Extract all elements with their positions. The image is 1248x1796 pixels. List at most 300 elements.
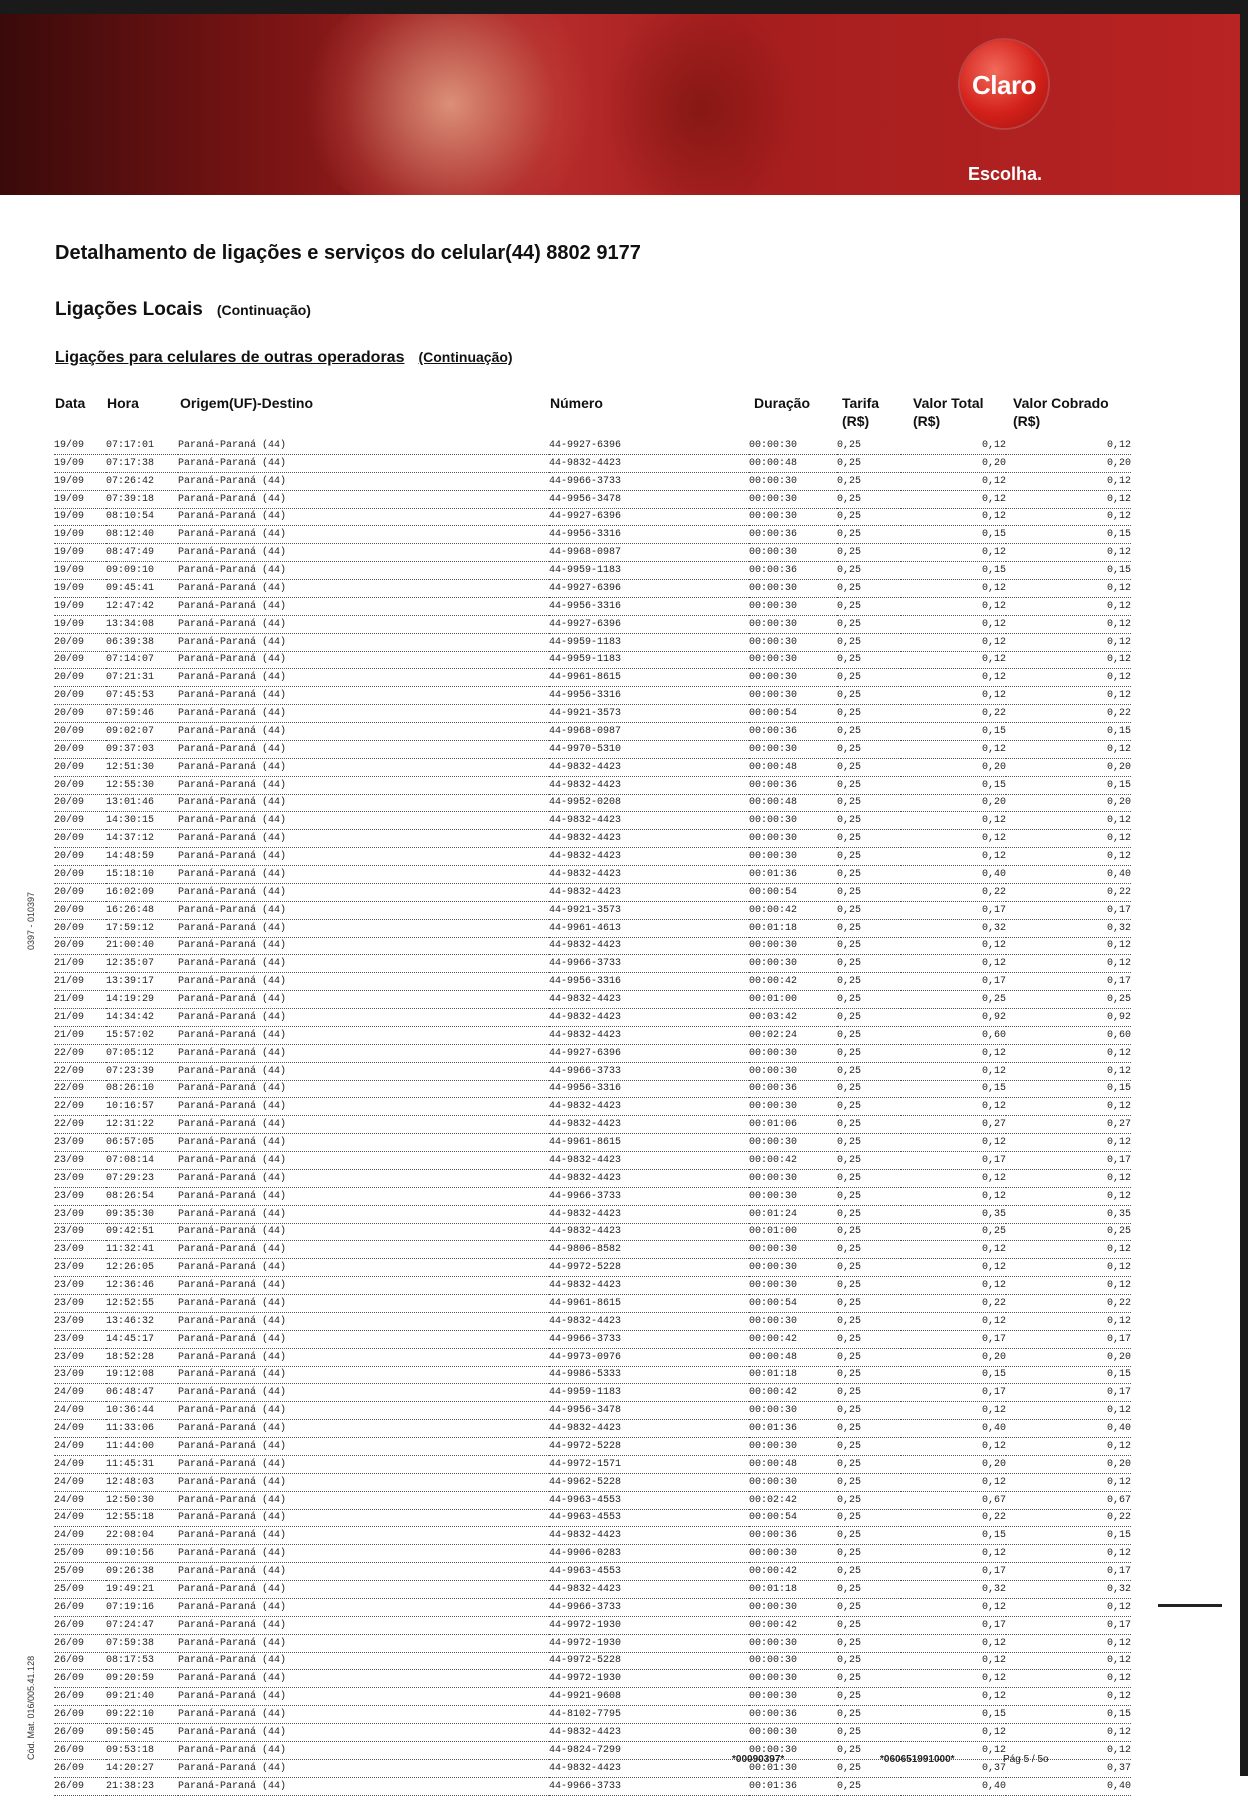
call-total: 0,12: [901, 955, 1006, 973]
call-time: 09:42:51: [106, 1223, 178, 1241]
call-date: 19/09: [54, 597, 106, 615]
call-date: 20/09: [54, 866, 106, 884]
call-origin: Paraná-Paraná (44): [178, 794, 549, 812]
call-charged: 0,40: [1006, 1420, 1131, 1438]
call-duration: 00:00:54: [749, 705, 837, 723]
call-number: 44-9961-8615: [549, 1295, 749, 1313]
top-dark-bar: [0, 0, 1248, 14]
call-date: 26/09: [54, 1652, 106, 1670]
call-rate: 0,25: [837, 1295, 901, 1313]
call-duration: 00:00:30: [749, 1169, 837, 1187]
call-rate: 0,25: [837, 633, 901, 651]
call-total: 0,12: [901, 1473, 1006, 1491]
call-rate: 0,25: [837, 1473, 901, 1491]
call-date: 23/09: [54, 1366, 106, 1384]
call-time: 12:48:03: [106, 1473, 178, 1491]
call-charged: 0,20: [1006, 794, 1131, 812]
call-time: 07:17:38: [106, 454, 178, 472]
table-row: [54, 740, 1131, 758]
call-time: 06:57:05: [106, 1134, 178, 1152]
table-row: [54, 812, 1131, 830]
call-charged: 0,20: [1006, 454, 1131, 472]
call-rate: 0,25: [837, 830, 901, 848]
call-date: 26/09: [54, 1777, 106, 1795]
call-date: 19/09: [54, 544, 106, 562]
call-number: 44-9927-6396: [549, 615, 749, 633]
call-number: 44-9927-6396: [549, 437, 749, 454]
call-total: 0,12: [901, 508, 1006, 526]
call-time: 08:17:53: [106, 1652, 178, 1670]
call-time: 09:21:40: [106, 1688, 178, 1706]
page-number: Pág 5 / 5o: [1003, 1754, 1049, 1765]
call-rate: 0,25: [837, 1724, 901, 1742]
call-date: 23/09: [54, 1134, 106, 1152]
table-row: [54, 1259, 1131, 1277]
call-number: 44-9956-3316: [549, 687, 749, 705]
call-number: 44-9832-4423: [549, 1724, 749, 1742]
call-number: 44-9956-3316: [549, 597, 749, 615]
call-total: 0,12: [901, 1724, 1006, 1742]
call-charged: 0,12: [1006, 437, 1131, 454]
call-duration: 00:00:42: [749, 1330, 837, 1348]
call-charged: 0,17: [1006, 1616, 1131, 1634]
call-date: 19/09: [54, 490, 106, 508]
table-row: [54, 1652, 1131, 1670]
call-number: 44-9972-1571: [549, 1455, 749, 1473]
call-date: 24/09: [54, 1384, 106, 1402]
table-row: [54, 723, 1131, 741]
call-number: 44-9973-0976: [549, 1348, 749, 1366]
call-duration: 00:00:36: [749, 1706, 837, 1724]
call-date: 24/09: [54, 1402, 106, 1420]
call-origin: Paraná-Paraná (44): [178, 866, 549, 884]
call-rate: 0,25: [837, 1259, 901, 1277]
call-duration: 00:00:30: [749, 669, 837, 687]
call-duration: 00:00:30: [749, 1098, 837, 1116]
call-charged: 0,17: [1006, 1152, 1131, 1170]
call-origin: Paraná-Paraná (44): [178, 580, 549, 598]
call-total: 0,12: [901, 597, 1006, 615]
call-total: 0,12: [901, 848, 1006, 866]
call-number: 44-9956-3478: [549, 490, 749, 508]
table-row: [54, 1545, 1131, 1563]
call-charged: 0,12: [1006, 830, 1131, 848]
table-row: [54, 1509, 1131, 1527]
table-row: [54, 1366, 1131, 1384]
call-total: 0,15: [901, 1080, 1006, 1098]
call-number: 44-9832-4423: [549, 1581, 749, 1599]
call-time: 07:19:16: [106, 1598, 178, 1616]
call-total: 0,12: [901, 1134, 1006, 1152]
table-row: [54, 955, 1131, 973]
call-time: 12:55:18: [106, 1509, 178, 1527]
call-time: 14:19:29: [106, 991, 178, 1009]
call-total: 0,12: [901, 633, 1006, 651]
call-total: 0,40: [901, 1777, 1006, 1795]
call-number: 44-9927-6396: [549, 508, 749, 526]
call-rate: 0,25: [837, 1420, 901, 1438]
call-date: 23/09: [54, 1330, 106, 1348]
call-duration: 00:00:30: [749, 615, 837, 633]
call-date: 23/09: [54, 1295, 106, 1313]
table-row: [54, 454, 1131, 472]
call-rate: 0,25: [837, 1759, 901, 1777]
call-date: 20/09: [54, 687, 106, 705]
call-rate: 0,25: [837, 901, 901, 919]
call-origin: Paraná-Paraná (44): [178, 1384, 549, 1402]
call-number: 44-9824-7299: [549, 1741, 749, 1759]
call-charged: 0,12: [1006, 1670, 1131, 1688]
call-rate: 0,25: [837, 1134, 901, 1152]
table-row: [54, 919, 1131, 937]
call-charged: 0,12: [1006, 651, 1131, 669]
table-row: [54, 1563, 1131, 1581]
col-header-charged: Valor Cobrado (R$): [1013, 395, 1109, 429]
call-charged: 0,12: [1006, 669, 1131, 687]
call-total: 0,12: [901, 812, 1006, 830]
table-row: [54, 1241, 1131, 1259]
call-date: 20/09: [54, 830, 106, 848]
call-number: 44-9832-4423: [549, 1527, 749, 1545]
call-time: 07:26:42: [106, 472, 178, 490]
call-total: 0,12: [901, 1312, 1006, 1330]
call-date: 26/09: [54, 1616, 106, 1634]
call-time: 19:49:21: [106, 1581, 178, 1599]
call-rate: 0,25: [837, 776, 901, 794]
call-rate: 0,25: [837, 1312, 901, 1330]
call-total: 0,20: [901, 794, 1006, 812]
call-total: 0,12: [901, 1438, 1006, 1456]
call-origin: Paraná-Paraná (44): [178, 1187, 549, 1205]
call-number: 44-9959-1183: [549, 562, 749, 580]
call-charged: 0,17: [1006, 1563, 1131, 1581]
call-number: 44-9959-1183: [549, 1384, 749, 1402]
call-rate: 0,25: [837, 1062, 901, 1080]
table-row: [54, 490, 1131, 508]
table-row: [54, 615, 1131, 633]
call-date: 22/09: [54, 1080, 106, 1098]
call-duration: 00:00:42: [749, 973, 837, 991]
call-duration: 00:00:30: [749, 437, 837, 454]
call-date: 19/09: [54, 472, 106, 490]
call-duration: 00:00:30: [749, 1634, 837, 1652]
call-date: 23/09: [54, 1205, 106, 1223]
call-time: 07:05:12: [106, 1044, 178, 1062]
call-total: 0,15: [901, 1706, 1006, 1724]
call-rate: 0,25: [837, 1545, 901, 1563]
table-row: [54, 562, 1131, 580]
call-time: 13:39:17: [106, 973, 178, 991]
call-number: 44-9956-3316: [549, 526, 749, 544]
call-time: 07:39:18: [106, 490, 178, 508]
call-charged: 0,40: [1006, 1777, 1131, 1795]
call-duration: 00:00:36: [749, 723, 837, 741]
call-total: 0,12: [901, 544, 1006, 562]
call-total: 0,12: [901, 937, 1006, 955]
table-row: [54, 1062, 1131, 1080]
call-total: 0,12: [901, 740, 1006, 758]
call-time: 08:26:54: [106, 1187, 178, 1205]
call-origin: Paraná-Paraná (44): [178, 1241, 549, 1259]
call-origin: Paraná-Paraná (44): [178, 615, 549, 633]
call-rate: 0,25: [837, 1706, 901, 1724]
subsection-label: Ligações para celulares de outras operadoras: [55, 349, 405, 366]
call-rate: 0,25: [837, 651, 901, 669]
call-date: 24/09: [54, 1509, 106, 1527]
call-rate: 0,25: [837, 937, 901, 955]
table-row: [54, 776, 1131, 794]
call-origin: Paraná-Paraná (44): [178, 937, 549, 955]
call-total: 0,20: [901, 758, 1006, 776]
call-number: 44-9986-5333: [549, 1366, 749, 1384]
call-total: 0,20: [901, 1348, 1006, 1366]
table-row: [54, 973, 1131, 991]
call-total: 0,12: [901, 1062, 1006, 1080]
call-date: 20/09: [54, 937, 106, 955]
call-origin: Paraná-Paraná (44): [178, 723, 549, 741]
call-time: 09:50:45: [106, 1724, 178, 1742]
call-rate: 0,25: [837, 1241, 901, 1259]
call-number: 44-9959-1183: [549, 651, 749, 669]
call-duration: 00:00:36: [749, 1527, 837, 1545]
call-duration: 00:00:42: [749, 901, 837, 919]
call-origin: Paraná-Paraná (44): [178, 1134, 549, 1152]
call-number: 44-9966-3733: [549, 1777, 749, 1795]
call-duration: 00:01:36: [749, 866, 837, 884]
call-origin: Paraná-Paraná (44): [178, 1563, 549, 1581]
call-total: 0,12: [901, 1169, 1006, 1187]
call-number: 44-9921-3573: [549, 705, 749, 723]
call-origin: Paraná-Paraná (44): [178, 1348, 549, 1366]
table-row: [54, 1044, 1131, 1062]
table-row: [54, 1009, 1131, 1027]
call-date: 19/09: [54, 454, 106, 472]
call-rate: 0,25: [837, 1205, 901, 1223]
call-origin: Paraná-Paraná (44): [178, 1724, 549, 1742]
call-origin: Paraná-Paraná (44): [178, 1473, 549, 1491]
call-charged: 0,60: [1006, 1026, 1131, 1044]
call-duration: 00:00:36: [749, 526, 837, 544]
call-rate: 0,25: [837, 848, 901, 866]
table-row: [54, 866, 1131, 884]
call-origin: Paraná-Paraná (44): [178, 848, 549, 866]
table-row: [54, 1026, 1131, 1044]
call-time: 09:45:41: [106, 580, 178, 598]
call-date: 21/09: [54, 973, 106, 991]
table-row: [54, 1634, 1131, 1652]
call-duration: 00:00:30: [749, 1724, 837, 1742]
call-origin: Paraná-Paraná (44): [178, 1116, 549, 1134]
call-number: 44-9966-3733: [549, 955, 749, 973]
call-duration: 00:00:30: [749, 1259, 837, 1277]
call-origin: Paraná-Paraná (44): [178, 830, 549, 848]
call-date: 26/09: [54, 1670, 106, 1688]
call-total: 0,22: [901, 705, 1006, 723]
call-duration: 00:00:30: [749, 1402, 837, 1420]
call-number: 44-9921-9608: [549, 1688, 749, 1706]
call-date: 23/09: [54, 1241, 106, 1259]
call-rate: 0,25: [837, 1598, 901, 1616]
call-rate: 0,25: [837, 812, 901, 830]
call-origin: Paraná-Paraná (44): [178, 1366, 549, 1384]
call-charged: 0,12: [1006, 1598, 1131, 1616]
call-charged: 0,12: [1006, 1277, 1131, 1295]
call-number: 44-9921-3573: [549, 901, 749, 919]
call-duration: 00:00:30: [749, 651, 837, 669]
call-duration: 00:00:36: [749, 776, 837, 794]
call-number: 44-9956-3478: [549, 1402, 749, 1420]
call-date: 20/09: [54, 883, 106, 901]
call-rate: 0,25: [837, 794, 901, 812]
call-origin: Paraná-Paraná (44): [178, 526, 549, 544]
table-row: [54, 1420, 1131, 1438]
call-total: 0,12: [901, 1634, 1006, 1652]
call-origin: Paraná-Paraná (44): [178, 1152, 549, 1170]
call-date: 26/09: [54, 1724, 106, 1742]
call-number: 44-9832-4423: [549, 1420, 749, 1438]
call-origin: Paraná-Paraná (44): [178, 1527, 549, 1545]
call-date: 23/09: [54, 1223, 106, 1241]
call-date: 20/09: [54, 669, 106, 687]
call-time: 19:12:08: [106, 1366, 178, 1384]
call-rate: 0,25: [837, 1777, 901, 1795]
margin-code-top: 0397 - 010397: [26, 891, 36, 950]
call-origin: Paraná-Paraná (44): [178, 901, 549, 919]
call-charged: 0,35: [1006, 1205, 1131, 1223]
call-number: 44-9832-4423: [549, 1312, 749, 1330]
call-origin: Paraná-Paraná (44): [178, 1223, 549, 1241]
table-row: [54, 1438, 1131, 1456]
call-time: 12:47:42: [106, 597, 178, 615]
call-origin: Paraná-Paraná (44): [178, 1634, 549, 1652]
call-origin: Paraná-Paraná (44): [178, 1026, 549, 1044]
call-total: 0,12: [901, 1688, 1006, 1706]
call-number: 44-9968-0987: [549, 544, 749, 562]
call-time: 13:46:32: [106, 1312, 178, 1330]
header-banner: [0, 14, 1240, 195]
call-total: 0,12: [901, 1098, 1006, 1116]
call-duration: 00:00:54: [749, 1295, 837, 1313]
call-rate: 0,25: [837, 1366, 901, 1384]
call-number: 44-9832-4423: [549, 812, 749, 830]
call-duration: 00:00:30: [749, 1473, 837, 1491]
call-charged: 0,12: [1006, 1741, 1131, 1759]
call-charged: 0,12: [1006, 1634, 1131, 1652]
claro-logo-icon: [960, 40, 1048, 128]
call-number: 44-9832-4423: [549, 454, 749, 472]
call-origin: Paraná-Paraná (44): [178, 1455, 549, 1473]
table-row: [54, 1312, 1131, 1330]
table-row: [54, 1277, 1131, 1295]
table-row: [54, 1473, 1131, 1491]
call-duration: 00:00:48: [749, 454, 837, 472]
call-time: 12:55:30: [106, 776, 178, 794]
call-number: 44-9972-1930: [549, 1634, 749, 1652]
call-total: 0,12: [901, 1545, 1006, 1563]
brand-slogan: Escolha.: [967, 164, 1043, 184]
call-charged: 0,12: [1006, 1312, 1131, 1330]
call-rate: 0,25: [837, 1044, 901, 1062]
call-date: 20/09: [54, 776, 106, 794]
call-total: 0,15: [901, 1366, 1006, 1384]
call-origin: Paraná-Paraná (44): [178, 991, 549, 1009]
call-rate: 0,25: [837, 723, 901, 741]
call-number: 44-9927-6396: [549, 580, 749, 598]
call-charged: 0,12: [1006, 633, 1131, 651]
call-duration: 00:01:18: [749, 919, 837, 937]
call-time: 11:33:06: [106, 1420, 178, 1438]
call-number: 44-9962-5228: [549, 1473, 749, 1491]
call-total: 0,12: [901, 651, 1006, 669]
call-total: 0,40: [901, 866, 1006, 884]
call-number: 44-9832-4423: [549, 1759, 749, 1777]
call-charged: 0,12: [1006, 472, 1131, 490]
col-header-rate: Tarifa (R$): [842, 395, 880, 429]
table-row: [54, 1581, 1131, 1599]
call-number: 44-9961-4613: [549, 919, 749, 937]
call-duration: 00:01:00: [749, 1223, 837, 1241]
call-origin: Paraná-Paraná (44): [178, 687, 549, 705]
call-origin: Paraná-Paraná (44): [178, 1670, 549, 1688]
call-date: 21/09: [54, 1009, 106, 1027]
call-time: 17:59:12: [106, 919, 178, 937]
call-origin: Paraná-Paraná (44): [178, 651, 549, 669]
call-time: 14:37:12: [106, 830, 178, 848]
call-rate: 0,25: [837, 1026, 901, 1044]
call-time: 15:18:10: [106, 866, 178, 884]
call-origin: Paraná-Paraná (44): [178, 919, 549, 937]
call-origin: Paraná-Paraná (44): [178, 1741, 549, 1759]
call-number: 44-9963-4553: [549, 1491, 749, 1509]
call-time: 07:59:38: [106, 1634, 178, 1652]
call-charged: 0,20: [1006, 1348, 1131, 1366]
call-origin: Paraná-Paraná (44): [178, 1420, 549, 1438]
call-duration: 00:00:30: [749, 1670, 837, 1688]
call-origin: Paraná-Paraná (44): [178, 776, 549, 794]
call-charged: 0,12: [1006, 1241, 1131, 1259]
call-rate: 0,25: [837, 1152, 901, 1170]
call-number: 44-9806-8582: [549, 1241, 749, 1259]
call-number: 44-9832-4423: [549, 1009, 749, 1027]
call-origin: Paraná-Paraná (44): [178, 1169, 549, 1187]
call-time: 10:36:44: [106, 1402, 178, 1420]
call-charged: 0,12: [1006, 1688, 1131, 1706]
call-total: 0,17: [901, 1152, 1006, 1170]
call-duration: 00:00:48: [749, 1348, 837, 1366]
call-time: 08:12:40: [106, 526, 178, 544]
call-duration: 00:00:54: [749, 1509, 837, 1527]
call-number: 44-9956-3316: [549, 973, 749, 991]
table-row: [54, 794, 1131, 812]
call-origin: Paraná-Paraná (44): [178, 1545, 549, 1563]
table-row: [54, 1330, 1131, 1348]
call-number: 44-9832-4423: [549, 848, 749, 866]
call-date: 19/09: [54, 526, 106, 544]
col-header-total: Valor Total (R$): [913, 395, 984, 429]
call-rate: 0,25: [837, 1384, 901, 1402]
call-rate: 0,25: [837, 669, 901, 687]
call-origin: Paraná-Paraná (44): [178, 1205, 549, 1223]
call-rate: 0,25: [837, 1116, 901, 1134]
call-date: 22/09: [54, 1116, 106, 1134]
call-number: 44-9832-4423: [549, 758, 749, 776]
table-row: [54, 937, 1131, 955]
call-time: 07:23:39: [106, 1062, 178, 1080]
margin-dash-mark: [1158, 1604, 1222, 1607]
section-note: (Continuação): [216, 302, 311, 318]
call-time: 16:02:09: [106, 883, 178, 901]
table-row: [54, 1706, 1131, 1724]
